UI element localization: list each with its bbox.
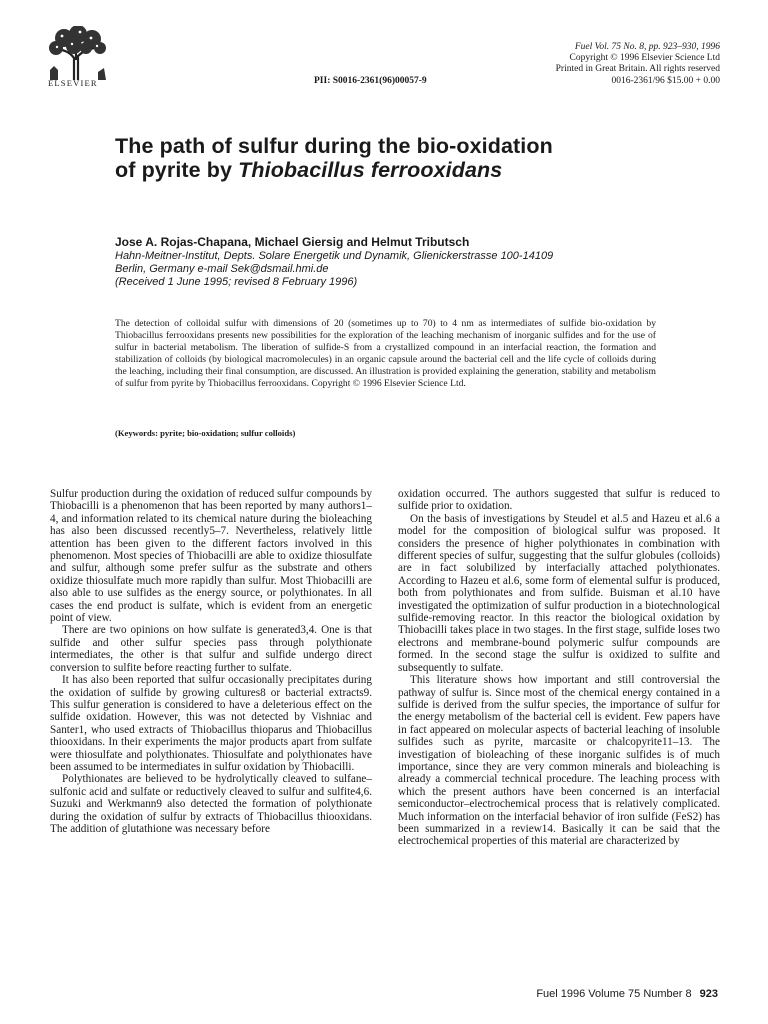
affiliation-line: Berlin, Germany e-mail Sek@dsmail.hmi.de xyxy=(115,263,329,276)
affiliation-line: Hahn-Meitner-Institut, Depts. Solare Energetik und Dynamik, Glienickerstrasse 100-14109 xyxy=(115,250,554,262)
title-line-2: of pyrite by Thiobacillus ferrooxidans xyxy=(115,158,503,182)
body-column-right xyxy=(398,488,720,848)
paragraph: This literature shows how important and still controversial the pathway of sulfur is. Since most of the chemical energy contained in a sulfide is derived from the sulfur species, the importance of sulfur for the energy metabolism of the bacterial cell is evident. Few papers have in fact appeared on molecular aspects of bacterial leaching of insoluble sulfides such as pyrite, marcasite or chalcopyrite11–13. The investigation of bioleaching of these inorganic sulfides is of much importance, since they are very common minerals and bioleaching is already a commercial technical procedure. The leaching process with which the present authors have been concerned is an interfacial semiconductor–electrochemical process that is relatively complicated. Much information on the interfacial behavior of iron sulfide (FeS2) has been summarized in a review14. Basically it can be said that the electrochemical properties of this material are characterized by xyxy=(398,674,720,848)
page-footer xyxy=(536,988,718,1000)
journal-citation: Fuel Vol. 75 No. 8, pp. 923–930, 1996 xyxy=(574,42,720,52)
paragraph: There are two opinions on how sulfate is generated3,4. One is that sulfide and other sulfur species pass through polythionate intermediates, the other is that sulfur and sulfide undergo direct conversion to sulfite before reacting further to sulfate. xyxy=(50,624,372,674)
paragraph: Polythionates are believed to be hydrolytically cleaved to sulfane–sulfonic acid and sulfate or reductively cleaved to sulfur and sulfite4,6. Suzuki and Werkmann9 also detected the formation of polythionate during the oxidation of sulfur by extracts of Thiobacillus thiooxidans. The addition of glutathione was necessary before xyxy=(50,773,372,835)
author-list: Jose A. Rojas-Chapana, Michael Giersig and Helmut Tributsch xyxy=(115,235,470,249)
paragraph: oxidation occurred. The authors suggested that sulfur is reduced to sulfide prior to oxidation. xyxy=(398,488,720,513)
keywords: (Keywords: pyrite; bio-oxidation; sulfur colloids) xyxy=(115,428,296,438)
paragraph: It has also been reported that sulfur occasionally precipitates during the oxidation of sulfide by growing cultures8 or bacterial extracts9. This sulfur generation is considered to have a deleterious effect on the sulfide oxidation. However, this was not detected by Vishniac and Santer1, who used extracts of Thiobacillus thioparus and Thiobacillus thiooxidans. In their experiments the major products apart from sulfate were thiosulfate and polythionates. Thiosulfate and polythionates have been assumed to be intermediates in sulfur oxidation by Thiobacilli. xyxy=(50,674,372,773)
publisher-name: ELSEVIER xyxy=(48,78,98,88)
title-line-1: The path of sulfur during the bio-oxidation xyxy=(115,134,553,158)
body-column-left xyxy=(50,488,372,835)
printed-line: Printed in Great Britain. All rights reserved xyxy=(555,64,720,75)
article-title xyxy=(115,134,715,182)
abstract: The detection of colloidal sulfur with dimensions of 20 (sometimes up to 70) to 4 nm as intermediates of sulfide bio-oxidation by Thiobacillus ferrooxidans presents new possibilities for the exploration of the leaching mechanism of inorganic sulfides and for the use of sulfur in bacterial metabolism. The liberation of sulfide-S from a crystallized compound in an interfacial reaction, the formation and stabilization of colloids (by biological macromolecules) in an organic capsule around the bacterial cell and the life cycle of colloids during the leaching, including their final consumption, are discussed. An illustration is provided explaining the generation, stability and metabolism of sulfur from pyrite by Thiobacillus ferrooxidans. Copyright © 1996 Elsevier Science Ltd. xyxy=(115,318,656,389)
copyright-line: Copyright © 1996 Elsevier Science Ltd xyxy=(569,53,720,64)
issn-line: 0016-2361/96 $15.00 + 0.00 xyxy=(611,75,720,86)
journal-info xyxy=(556,42,720,87)
received-dates: (Received 1 June 1995; revised 8 February 1996) xyxy=(115,276,358,289)
pii-identifier: PII: S0016-2361(96)00057-9 xyxy=(314,76,427,86)
page-number: 923 xyxy=(699,988,718,1000)
footer-journal: Fuel 1996 Volume 75 Number 8 xyxy=(536,988,692,1000)
paragraph: Sulfur production during the oxidation of reduced sulfur compounds by Thiobacilli is a phenomenon that has been reported by many authors1–4, and information related to its chemical nature during the bioleaching has also been discussed recently5–7. Nevertheless, relatively little attention has been given to the different factors involved in this phenomenon. Most species of Thiobacilli are able to oxidize thiosulfate and sulfur, although some prefer sulfur as the substrate and others oxidize thiosulfate much more rapidly than sulfur. Most Thiobacilli are also able to use sulfides as the energy source, or polythionates. In all cases the end product is sulfate, which is evident from an energetic point of view. xyxy=(50,488,372,625)
elsevier-tree-logo xyxy=(44,26,110,80)
species-name: Thiobacillus ferrooxidans xyxy=(238,158,503,182)
affiliation xyxy=(115,250,675,290)
paragraph: On the basis of investigations by Steudel et al.5 and Hazeu et al.6 a model for the composition of biological sulfur was proposed. It considers the presence of higher polythionates in combination with different species of sulfur, suggesting that the sulfur globules (colloids) are in fact solubilized by interfacially attached polythionates. According to Hazeu et al.6, some form of elemental sulfur is produced, both from polythionates and from sulfide. Buisman et al.10 have investigated the optimization of sulfur production in a biotechnological sulfide-removing reactor. In this reactor the biological oxidation by Thiobacilli takes place in two stages. In the first stage, sulfide loses two electrons and membrane-bound polymeric sulfur compounds are formed. In the second stage the sulfur is oxidized to sulfite and subsequently to sulfate. xyxy=(398,512,720,674)
